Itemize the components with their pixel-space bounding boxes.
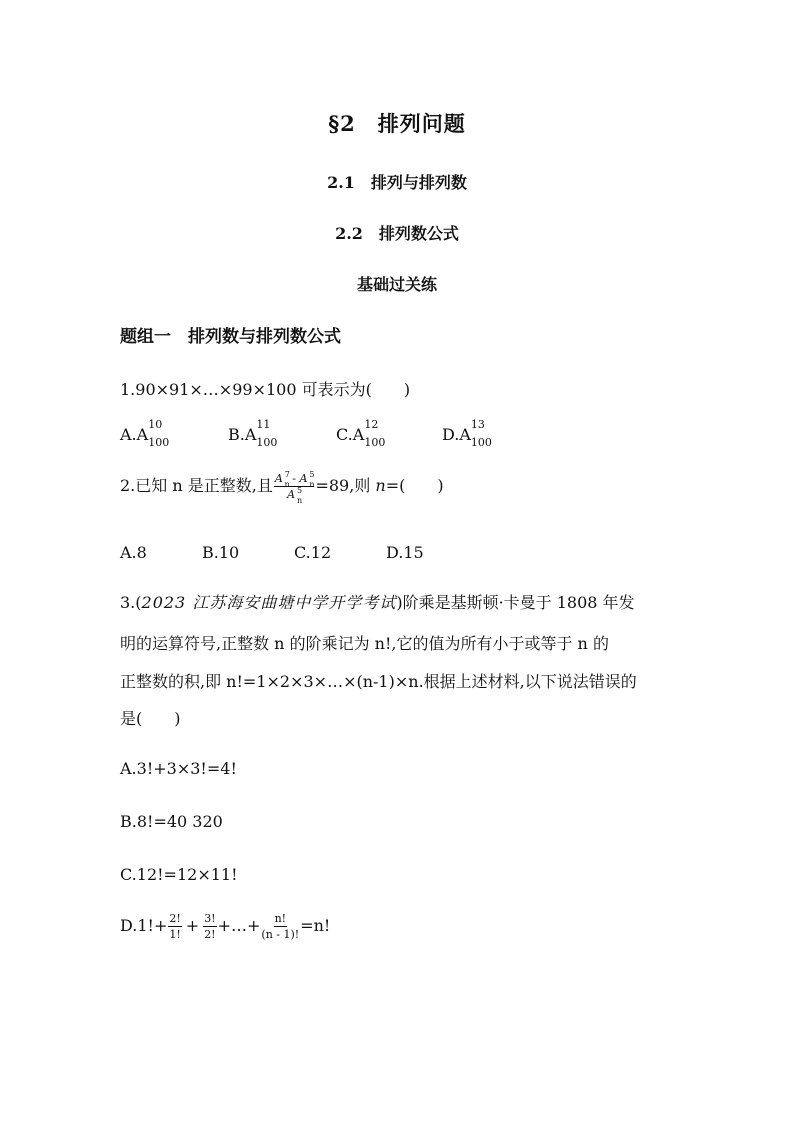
perm-sub: n [309,480,315,489]
fraction-denominator: (n - 1)! [261,928,300,941]
q2-fraction-numerator [274,472,315,487]
question-2-option-d: D.15 [386,543,424,562]
q3d-plus: + [185,916,200,935]
q2-suffix: =89,则 [315,476,376,495]
perm-base: A [244,425,257,444]
q3d-prefix: D.1!+ [120,916,168,935]
permutation-symbol [244,418,278,449]
section-heading-2-2: 2.2 排列数公式 [335,224,459,243]
fraction-denominator: 2! [204,928,216,941]
permutation-symbol [352,418,386,449]
page-title: §2 排列问题 [328,111,466,136]
question-1-option-a [120,418,170,449]
perm-base: A [136,425,149,444]
perm-sub: n [284,480,290,489]
perm-base: A [352,425,365,444]
option-label: C. [336,425,353,444]
q3d-fraction-3 [261,912,299,941]
question-2-option-b: B.10 [202,543,240,562]
perm-sup: 10 [148,418,163,431]
fraction-numerator: 3! [204,912,216,925]
q3-line1-text: )阶乘是基斯顿·卡曼于 1808 年发 [396,593,635,612]
perm-base: A [274,472,283,485]
question-3-option-b: B.8!=40 320 [120,812,223,831]
q2-num-perm-1 [274,470,290,489]
q2-minus: - [288,472,300,485]
q2-fraction [274,470,315,505]
question-3-line-1 [120,593,635,613]
fraction-denominator: 1! [169,928,181,941]
fraction-numerator: n! [274,912,287,925]
q2-den-perm [287,486,303,505]
question-3-option-a: A.3!+3×3!=4! [120,759,237,778]
option-label: B. [228,425,245,444]
q2-prefix: 2.已知 n 是正整数,且 [120,476,273,495]
question-2-option-a: A.8 [120,543,147,562]
group-title: 题组一 排列数与排列数公式 [120,327,341,347]
perm-base: A [287,488,296,501]
option-label: A. [120,425,137,444]
question-1-option-c [336,418,386,449]
question-3-line-2: 明的运算符号,正整数 n 的阶乘记为 n!,它的值为所有小于或等于 n 的 [120,634,609,653]
permutation-symbol [136,418,170,449]
perm-sup: 11 [256,418,271,431]
perm-sup: 13 [470,418,485,431]
perm-sub: 100 [364,436,386,449]
q2-fraction-denominator [287,486,303,505]
question-3-line-4: 是( ) [120,709,181,728]
q3d-suffix: =n! [300,916,331,935]
q3-source: 2023 江苏海安曲塘中学开学考试 [141,593,397,612]
q3d-fraction-1 [168,912,181,941]
perm-base: A [299,472,308,485]
fraction-numerator: 2! [169,912,181,925]
q3d-ellipsis: +…+ [217,916,261,935]
perm-sub: 100 [256,436,278,449]
q3d-fraction-2 [203,912,216,941]
question-2-option-c: C.12 [294,543,332,562]
perm-base: A [459,425,471,444]
question-1-option-b [228,418,278,449]
q2-answer-blank: =( ) [385,476,444,495]
option-label: D. [442,425,460,444]
question-1-stem: 1.90×91×…×99×100 可表示为( ) [120,380,411,399]
question-2-stem [120,470,444,505]
perm-sub: n [296,496,303,505]
level-heading: 基础过关练 [356,275,437,294]
q2-variable: n [375,476,386,495]
perm-sup: 12 [364,418,379,431]
perm-sub: 100 [470,436,492,449]
perm-sup: 5 [309,470,315,479]
perm-sup: 5 [297,486,303,495]
section-heading-2-1: 2.1 排列与排列数 [327,173,467,192]
question-3-line-3: 正整数的积,即 n!=1×2×3×…×(n-1)×n.根据上述材料,以下说法错误的 [120,672,637,691]
question-3-option-d [120,912,330,941]
question-1-option-d [442,418,492,449]
q3-number: 3.( [120,593,142,612]
perm-sup: 7 [284,470,290,479]
perm-sub: 100 [148,436,170,449]
permutation-symbol [459,418,492,449]
question-3-option-c: C.12!=12×11! [120,865,238,884]
